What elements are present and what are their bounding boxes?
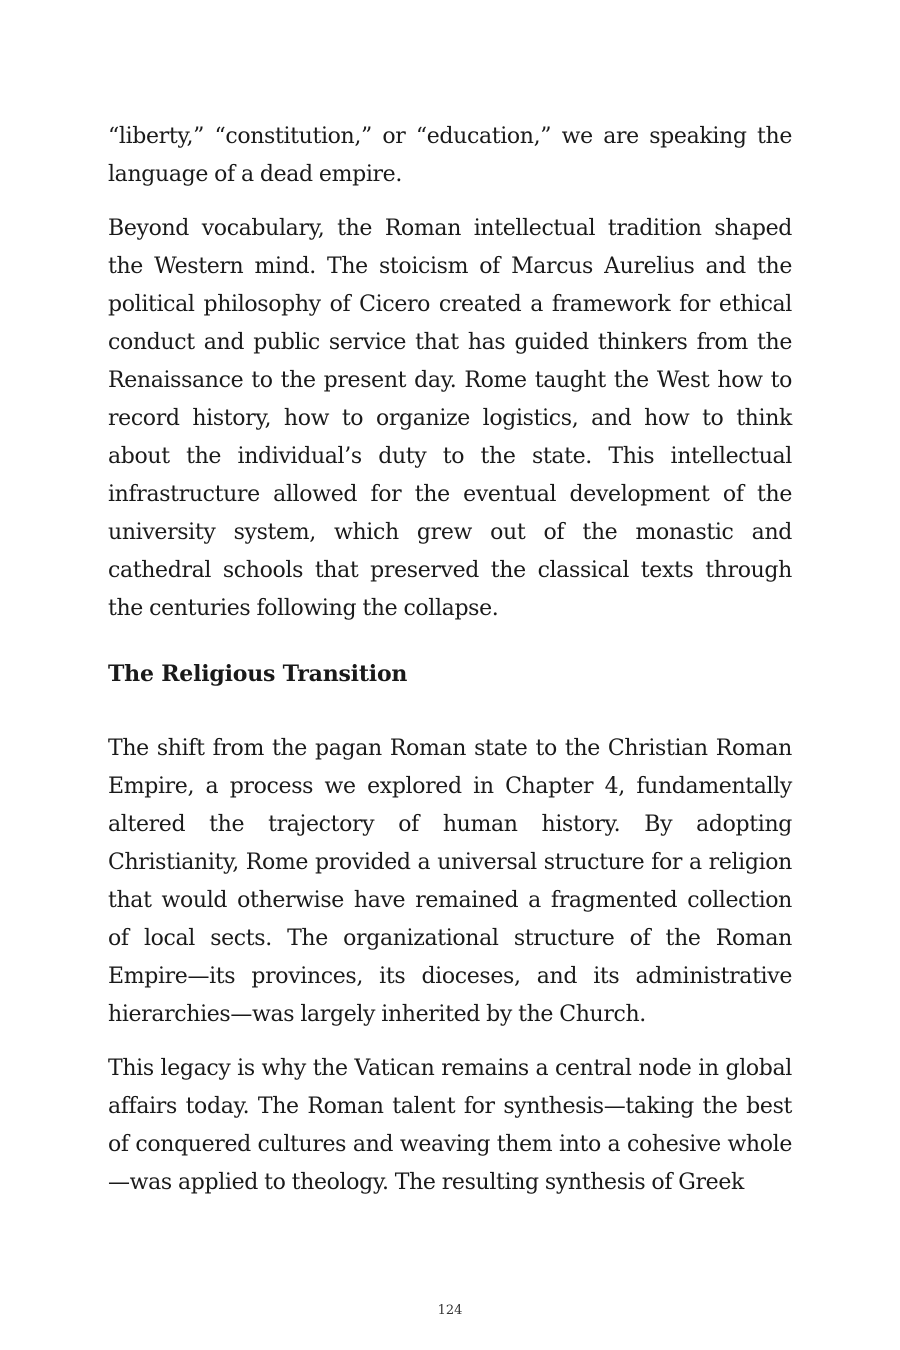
page-number: 124 bbox=[437, 1303, 463, 1318]
page-body bbox=[108, 118, 792, 1218]
paragraph-religious-shift: The shift from the pagan Roman state to the Christian Roman Empire, a process we explored in Chapter 4, fundamentally altered the trajectory of human history. By adopting Christianity, Rome provided a universal structure for a religion that would otherwise have remained a fragmented collection of local sects. The organizational structure of the Roman Empire—its provinces, its dioceses, and its administrative hierarchies—was largely inherited by the Church. bbox=[108, 736, 792, 1027]
section-heading: The Religious Transition bbox=[108, 661, 408, 687]
paragraph-vatican-legacy: This legacy is why the Vatican remains a central node in global affairs today. The Roman talent for synthesis—taking the best of conquered cultures and weaving them into a cohesive whole—was applied to theology. The resulting synthesis of Greek bbox=[108, 1056, 792, 1195]
paragraph-continued: “liberty,” “constitution,” or “education,” we are speaking the language of a dead empire. bbox=[108, 124, 792, 187]
paragraph-intellectual-tradition: Beyond vocabulary, the Roman intellectual tradition shaped the Western mind. The stoicism of Marcus Aurelius and the political philosophy of Cicero created a framework for ethical conduct and public service that has guided thinkers from the Renaissance to the present day. Rome taught the West how to record history, how to organize logistics, and how to think about the individual’s duty to the state. This intellectual infrastructure allowed for the eventual development of the university system, which grew out of the monastic and cathedral schools that preserved the classical texts through the centuries following the collapse. bbox=[108, 216, 792, 621]
